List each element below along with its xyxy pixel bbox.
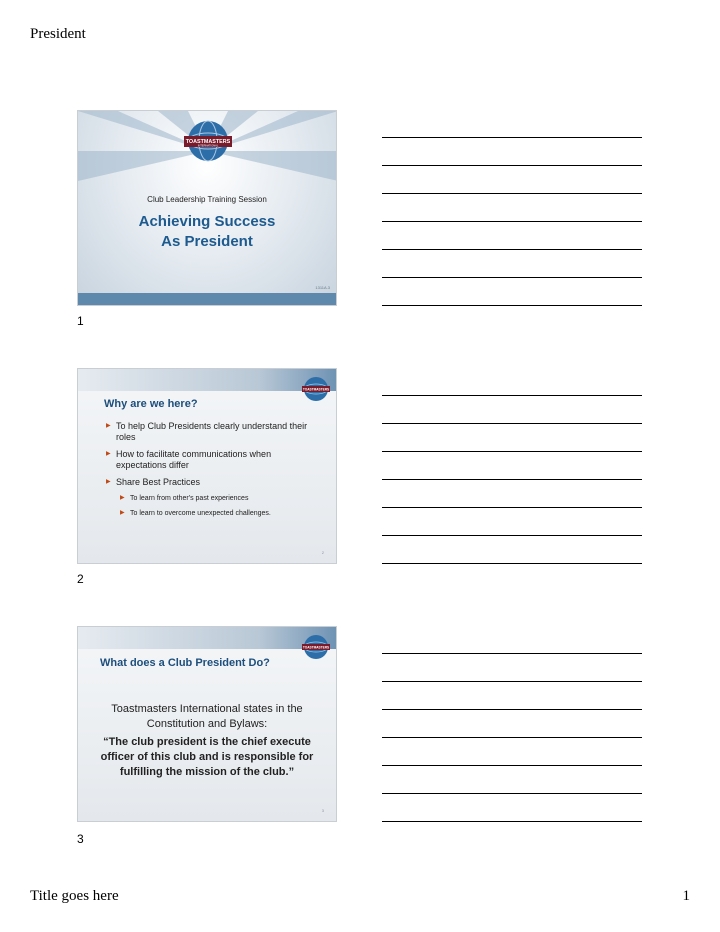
slide-title: Why are we here?	[104, 398, 198, 410]
page-header: President	[30, 26, 86, 42]
toastmasters-logo	[182, 117, 234, 169]
slide-title	[78, 212, 336, 252]
slide-number: 3	[77, 832, 84, 846]
logo-subtext: INTERNATIONAL	[197, 144, 219, 148]
list-item: ▶ How to facilitate communications when expectations differ	[106, 449, 324, 471]
toastmasters-logo	[300, 375, 332, 407]
note-lines	[382, 653, 642, 849]
note-lines	[382, 395, 642, 591]
slide-page-number: 2	[321, 550, 324, 555]
slide-title-line1: Achieving Success	[138, 213, 276, 230]
slide-quote: “The club president is the chief execute officer of this club and is responsible for fulfilling the mission of the club.”	[100, 736, 314, 778]
bullet-list	[106, 421, 324, 524]
list-item: ▶ To help Club Presidents clearly understand their roles	[106, 421, 324, 443]
slide-2-thumbnail	[77, 368, 337, 564]
slide-top-bar	[78, 369, 336, 391]
slide-1-thumbnail	[77, 110, 337, 306]
page-footer-title: Title goes here	[30, 888, 119, 904]
slide-title: What does a Club President Do?	[100, 657, 270, 669]
logo-text: TOASTMASTERS	[302, 387, 330, 392]
slide-top-bar	[78, 627, 336, 649]
slide-code: 1311A.3	[315, 285, 330, 290]
slide-page-number: 3	[321, 808, 324, 813]
logo-text: TOASTMASTERS	[302, 645, 330, 650]
logo-text: TOASTMASTERS	[185, 139, 231, 145]
slide-number: 2	[77, 572, 84, 586]
note-lines	[382, 137, 642, 333]
bottom-band	[78, 293, 336, 305]
list-item: ▶ Share Best Practices	[106, 477, 324, 488]
list-item: ▶ To learn from other's past experiences	[120, 494, 324, 503]
slide-title-line2: As President	[161, 233, 253, 250]
slide-intro-text: Toastmasters International states in the Constitution and Bylaws:	[111, 703, 303, 730]
slide-subtitle: Club Leadership Training Session	[147, 195, 267, 204]
page-number: 1	[682, 888, 690, 904]
list-item: ▶ To learn to overcome unexpected challenges.	[120, 509, 324, 518]
slide-3-thumbnail	[77, 626, 337, 822]
toastmasters-logo	[300, 633, 332, 665]
slide-number: 1	[77, 314, 84, 328]
